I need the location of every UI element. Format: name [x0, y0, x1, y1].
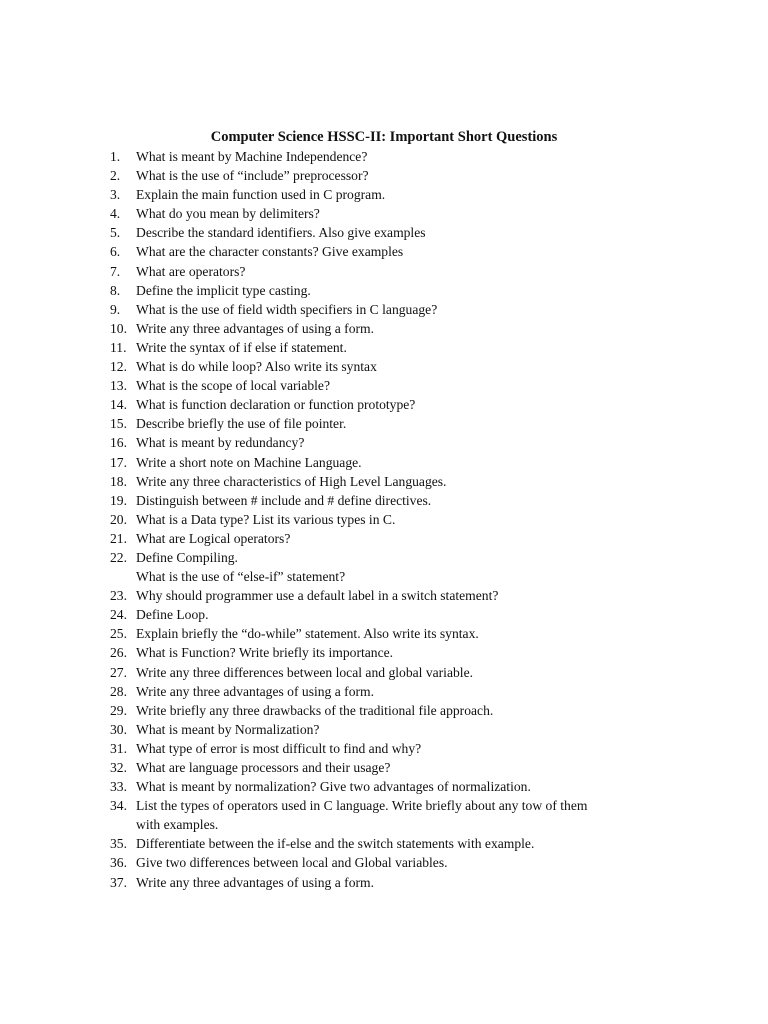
list-item	[110, 242, 710, 261]
question-number: 11.	[110, 339, 127, 355]
question-number: 28.	[110, 683, 127, 699]
list-item	[110, 796, 710, 815]
question-number: 5.	[110, 225, 121, 241]
question-number: 35.	[110, 836, 127, 852]
question-text: List the types of operators used in C language. Write briefly about any tow of them	[136, 798, 588, 814]
question-number: 34.	[110, 798, 127, 814]
question-text: Write any three advantages of using a form.	[136, 683, 375, 699]
question-number: 20.	[110, 511, 127, 527]
list-item	[110, 777, 710, 796]
list-item	[110, 453, 710, 472]
list-item	[110, 395, 710, 414]
question-number: 1.	[110, 149, 121, 164]
list-item	[110, 281, 710, 300]
question-text: What is meant by redundancy?	[136, 435, 305, 451]
question-number: 25.	[110, 626, 127, 642]
question-number: 30.	[110, 721, 127, 737]
list-item	[110, 643, 710, 662]
question-number: 23.	[110, 588, 127, 604]
question-number: 13.	[110, 378, 127, 394]
question-text: Write any three characteristics of High Level Languages.	[136, 473, 447, 489]
list-item	[110, 567, 710, 586]
question-text: What are operators?	[136, 263, 246, 279]
question-text: What is the use of field width specifiers in C language?	[136, 301, 438, 317]
question-text: Describe the standard identifiers. Also give examples	[136, 225, 426, 241]
question-text: Differentiate between the if-else and the switch statements with example.	[136, 836, 535, 852]
question-text: Write any three advantages of using a form.	[136, 320, 375, 336]
list-item	[110, 605, 710, 624]
question-number: 31.	[110, 740, 127, 756]
list-item	[110, 624, 710, 643]
list-item	[110, 376, 710, 395]
question-text: What is do while loop? Also write its syntax	[136, 359, 377, 375]
question-text: What is function declaration or function prototype?	[136, 397, 416, 413]
question-number: 7.	[110, 263, 121, 279]
question-number: 37.	[110, 874, 127, 890]
question-number: 9.	[110, 301, 121, 317]
list-item	[110, 262, 710, 281]
question-number: 4.	[110, 206, 121, 222]
question-number: 21.	[110, 530, 127, 546]
question-text: Distinguish between # include and # define directives.	[136, 492, 432, 508]
list-item	[110, 147, 710, 166]
question-text: What is meant by normalization? Give two advantages of normalization.	[136, 779, 531, 795]
list-item	[110, 433, 710, 452]
question-number: 14.	[110, 397, 127, 413]
list-item	[110, 663, 710, 682]
question-text: Write any three differences between local and global variable.	[136, 664, 473, 680]
list-item	[110, 873, 710, 892]
list-item	[110, 223, 710, 242]
list-item	[110, 853, 710, 872]
question-text: What is Function? Write briefly its importance.	[136, 645, 394, 661]
question-text: Write a short note on Machine Language.	[136, 454, 362, 470]
question-text: Explain briefly the “do-while” statement. Also write its syntax.	[136, 626, 479, 642]
question-text: What is the use of “else-if” statement?	[136, 569, 346, 585]
question-text: Write any three advantages of using a form.	[136, 874, 375, 890]
list-item	[110, 185, 710, 204]
question-number: 24.	[110, 607, 127, 623]
question-text: Give two differences between local and Global variables.	[136, 855, 448, 871]
question-text: What do you mean by delimiters?	[136, 206, 320, 222]
list-item	[110, 586, 710, 605]
list-item	[110, 204, 710, 223]
question-number: 18.	[110, 473, 127, 489]
question-number: 2.	[110, 168, 121, 184]
question-number: 3.	[110, 187, 121, 203]
question-text: Write briefly any three drawbacks of the traditional file approach.	[136, 702, 494, 718]
question-number: 29.	[110, 702, 127, 718]
question-text: What is meant by Normalization?	[136, 721, 320, 737]
question-text: What is the use of “include” preprocessor?	[136, 168, 369, 184]
question-number: 26.	[110, 645, 127, 661]
list-item	[110, 548, 710, 567]
question-number: 10.	[110, 320, 127, 336]
list-item	[110, 815, 710, 834]
question-text: What are the character constants? Give examples	[136, 244, 404, 260]
question-text: Describe briefly the use of file pointer.	[136, 416, 347, 432]
question-number: 8.	[110, 282, 121, 298]
question-number: 27.	[110, 664, 127, 680]
question-text: What are Logical operators?	[136, 530, 291, 546]
question-text: Write the syntax of if else if statement.	[136, 339, 347, 355]
list-item	[110, 357, 710, 376]
question-list	[110, 147, 710, 892]
list-item	[110, 414, 710, 433]
list-item	[110, 300, 710, 319]
question-text: What type of error is most difficult to find and why?	[136, 740, 422, 756]
question-number: 6.	[110, 244, 121, 260]
list-item	[110, 166, 710, 185]
list-item	[110, 510, 710, 529]
list-item	[110, 529, 710, 548]
list-item	[110, 701, 710, 720]
question-text: Define Compiling.	[136, 549, 238, 565]
question-number: 17.	[110, 454, 127, 470]
question-number: 19.	[110, 492, 127, 508]
question-number: 15.	[110, 416, 127, 432]
question-number: 36.	[110, 855, 127, 871]
list-item	[110, 472, 710, 491]
question-text: with examples.	[136, 817, 219, 833]
list-item	[110, 758, 710, 777]
list-item	[110, 682, 710, 701]
list-item	[110, 720, 710, 739]
list-item	[110, 491, 710, 510]
question-text: What is the scope of local variable?	[136, 378, 331, 394]
question-number: 22.	[110, 549, 127, 565]
document-title: Computer Science HSSC-II: Important Short Questions	[210, 129, 558, 145]
question-text: What is a Data type? List its various types in C.	[136, 511, 396, 527]
question-number: 16.	[110, 435, 127, 451]
list-item	[110, 319, 710, 338]
question-text: Explain the main function used in C program.	[136, 187, 386, 203]
question-text: Define the implicit type casting.	[136, 282, 311, 298]
question-text: Why should programmer use a default label in a switch statement?	[136, 588, 499, 604]
question-text: Define Loop.	[136, 607, 209, 623]
question-text: What is meant by Machine Independence?	[136, 149, 368, 164]
question-number: 33.	[110, 779, 127, 795]
list-item	[110, 338, 710, 357]
question-number: 12.	[110, 359, 127, 375]
question-number: 32.	[110, 760, 127, 775]
list-item	[110, 834, 710, 853]
question-text: What are language processors and their usage?	[136, 760, 391, 775]
list-item	[110, 739, 710, 758]
